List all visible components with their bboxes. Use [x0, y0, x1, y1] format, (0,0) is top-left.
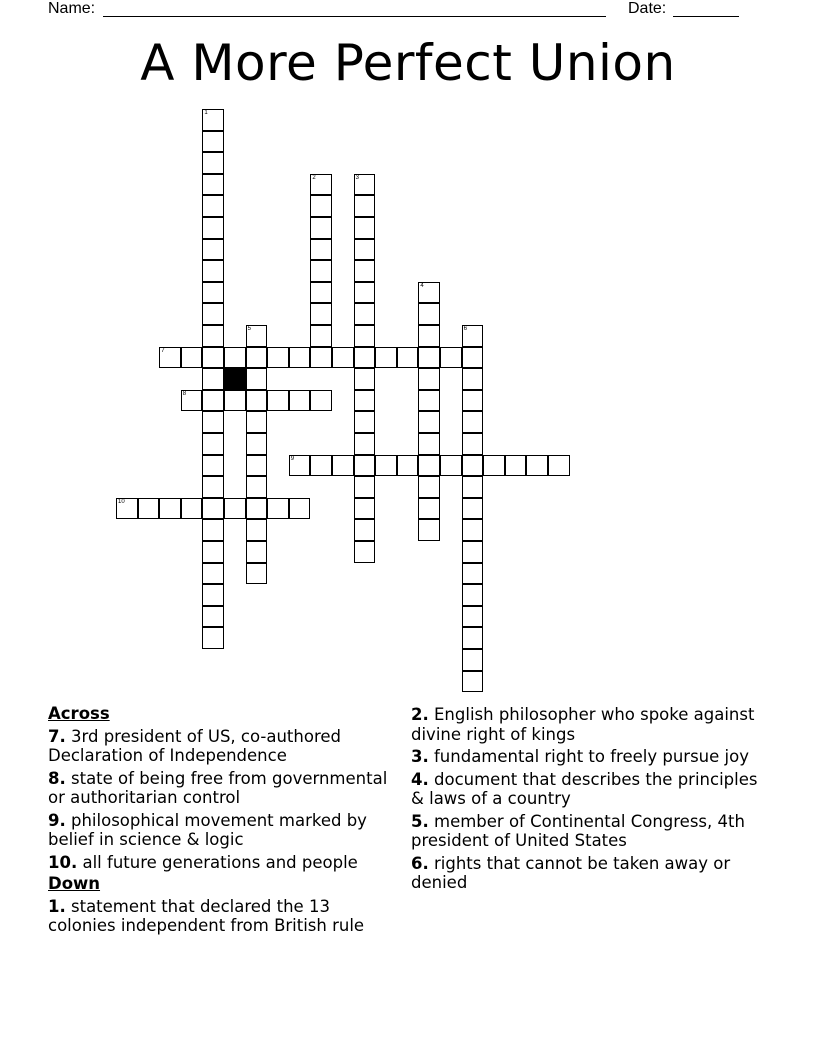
grid-cell[interactable] — [246, 519, 268, 541]
clue-down-1 — [48, 897, 398, 936]
grid-cell[interactable] — [483, 455, 505, 477]
grid-cell[interactable] — [354, 368, 376, 390]
grid-cell[interactable] — [418, 282, 440, 304]
grid-cell[interactable] — [462, 390, 484, 412]
grid-cell[interactable] — [202, 109, 224, 131]
grid-cell[interactable] — [202, 563, 224, 585]
grid-cell[interactable] — [202, 152, 224, 174]
grid-cell[interactable] — [375, 347, 397, 369]
grid-cell[interactable] — [354, 433, 376, 455]
grid-cell[interactable] — [548, 455, 570, 477]
grid-cell[interactable] — [202, 390, 224, 412]
grid-cell[interactable] — [397, 347, 419, 369]
grid-cell[interactable] — [526, 455, 548, 477]
grid-cell[interactable] — [224, 347, 246, 369]
grid-cell[interactable] — [462, 498, 484, 520]
clue-text: all future generations and people — [82, 852, 358, 872]
grid-cell[interactable] — [246, 325, 268, 347]
grid-cell[interactable] — [267, 390, 289, 412]
grid-cell[interactable] — [354, 541, 376, 563]
clue-number: 9. — [48, 810, 66, 830]
grid-cell[interactable] — [246, 433, 268, 455]
grid-cell[interactable] — [418, 303, 440, 325]
grid-cell[interactable] — [418, 476, 440, 498]
grid-cell[interactable] — [462, 455, 484, 477]
grid-cell[interactable] — [202, 455, 224, 477]
grid-cell[interactable] — [397, 455, 419, 477]
grid-cell[interactable] — [267, 347, 289, 369]
grid-cell[interactable] — [246, 347, 268, 369]
grid-cell[interactable] — [462, 584, 484, 606]
grid-cell[interactable] — [202, 174, 224, 196]
grid-cell[interactable] — [310, 239, 332, 261]
grid-cell[interactable] — [440, 347, 462, 369]
grid-cell[interactable] — [418, 368, 440, 390]
grid-cell[interactable] — [224, 498, 246, 520]
grid-cell[interactable] — [354, 195, 376, 217]
grid-cell[interactable] — [202, 195, 224, 217]
grid-cell[interactable] — [159, 498, 181, 520]
clues-left-column — [48, 702, 398, 936]
grid-cell[interactable] — [354, 347, 376, 369]
grid-cell[interactable] — [310, 217, 332, 239]
grid-cell[interactable] — [310, 260, 332, 282]
clue-down-2 — [411, 705, 761, 744]
clue-number: 1. — [48, 896, 66, 916]
grid-cell[interactable] — [354, 519, 376, 541]
clue-text: philosophical movement marked by belief in science & logic — [48, 810, 367, 849]
grid-cell[interactable] — [354, 217, 376, 239]
clue-number: 2. — [411, 705, 429, 724]
grid-cell[interactable] — [202, 606, 224, 628]
clue-down-5 — [411, 812, 761, 851]
clue-number-label: 8 — [182, 390, 187, 397]
grid-cell[interactable] — [116, 498, 138, 520]
grid-cell[interactable] — [462, 433, 484, 455]
grid-cell[interactable] — [462, 627, 484, 649]
grid-cell[interactable] — [310, 455, 332, 477]
grid-cell[interactable] — [354, 325, 376, 347]
grid-cell[interactable] — [246, 390, 268, 412]
grid-cell[interactable] — [202, 368, 224, 390]
grid-cell[interactable] — [246, 476, 268, 498]
grid-cell[interactable] — [418, 390, 440, 412]
grid-cell[interactable] — [375, 455, 397, 477]
grid-cell[interactable] — [440, 455, 462, 477]
grid-cell[interactable] — [354, 498, 376, 520]
clue-down-4 — [411, 770, 761, 809]
grid-cell[interactable] — [354, 411, 376, 433]
clue-number-label: 10 — [118, 498, 125, 505]
down-heading: Down — [48, 874, 101, 893]
grid-cell[interactable] — [246, 411, 268, 433]
clue-number: 4. — [411, 769, 429, 789]
clue-number-label: 5 — [247, 326, 251, 332]
grid-cell[interactable] — [289, 498, 311, 520]
grid-cell[interactable] — [267, 498, 289, 520]
grid-cell[interactable] — [462, 541, 484, 563]
grid-cell[interactable] — [202, 541, 224, 563]
clue-number-label: 3 — [355, 174, 359, 181]
clue-text: member of Continental Congress, 4th president of United States — [411, 811, 745, 850]
grid-cell[interactable] — [332, 455, 354, 477]
grid-cell[interactable] — [462, 325, 484, 347]
grid-cell[interactable] — [181, 498, 203, 520]
grid-cell[interactable] — [462, 347, 484, 369]
grid-cell[interactable] — [202, 239, 224, 261]
grid-cell[interactable] — [354, 282, 376, 304]
grid-cell[interactable] — [246, 498, 268, 520]
clue-number: 10. — [48, 852, 78, 872]
clue-text: fundamental right to freely pursue joy — [434, 747, 749, 766]
grid-cell[interactable] — [202, 131, 224, 153]
grid-cell[interactable] — [310, 390, 332, 412]
grid-cell[interactable] — [289, 347, 311, 369]
grid-cell[interactable] — [310, 282, 332, 304]
clues-right-column — [411, 702, 761, 893]
clue-number-label: 1 — [204, 110, 208, 116]
clue-number-label: 4 — [420, 282, 424, 289]
grid-cell[interactable] — [310, 195, 332, 217]
clue-across-10 — [48, 853, 398, 873]
clue-text: 3rd president of US, co-authored Declaration of Independence — [48, 726, 341, 765]
grid-cell[interactable] — [418, 347, 440, 369]
grid-cell[interactable] — [354, 390, 376, 412]
grid-cell[interactable] — [462, 671, 484, 693]
grid-cell[interactable] — [181, 347, 203, 369]
grid-cell[interactable] — [418, 455, 440, 477]
grid-cell[interactable] — [202, 217, 224, 239]
grid-cell[interactable] — [181, 390, 203, 412]
grid-cell[interactable] — [310, 347, 332, 369]
clue-text: document that describes the principles & laws of a country — [411, 769, 758, 808]
grid-cell[interactable] — [310, 325, 332, 347]
grid-cell[interactable] — [310, 303, 332, 325]
grid-cell[interactable] — [202, 584, 224, 606]
grid-cell[interactable] — [354, 455, 376, 477]
across-heading: Across — [48, 704, 110, 723]
grid-cell[interactable] — [418, 433, 440, 455]
grid-cell[interactable] — [462, 563, 484, 585]
grid-cell[interactable] — [202, 627, 224, 649]
clue-across-7 — [48, 727, 398, 766]
clue-number: 8. — [48, 768, 66, 788]
grid-cell[interactable] — [202, 282, 224, 304]
clue-down-3 — [411, 747, 761, 767]
grid-cell[interactable] — [246, 563, 268, 585]
clue-number-label: 2 — [312, 174, 316, 181]
clue-text: state of being free from governmental or authoritarian control — [48, 768, 388, 807]
grid-cell[interactable] — [462, 411, 484, 433]
grid-cell[interactable] — [354, 260, 376, 282]
clue-number: 5. — [411, 811, 429, 831]
grid-cell[interactable] — [332, 347, 354, 369]
grid-cell[interactable] — [202, 260, 224, 282]
grid-cell[interactable] — [202, 433, 224, 455]
grid-cell[interactable] — [354, 476, 376, 498]
grid-cell[interactable] — [354, 174, 376, 196]
grid-cell[interactable] — [202, 476, 224, 498]
clue-text: statement that declared the 13 colonies independent from British rule — [48, 896, 365, 935]
clue-number: 6. — [411, 853, 429, 873]
grid-cell[interactable] — [462, 606, 484, 628]
black-square — [224, 368, 246, 390]
grid-cell[interactable] — [418, 519, 440, 541]
grid-cell[interactable] — [418, 498, 440, 520]
grid-cell[interactable] — [202, 303, 224, 325]
grid-cell[interactable] — [289, 390, 311, 412]
grid-cell[interactable] — [505, 455, 527, 477]
grid-cell[interactable] — [202, 347, 224, 369]
page-title: A More Perfect Union — [140, 34, 676, 92]
clue-text: rights that cannot be taken away or denied — [411, 853, 731, 892]
grid-cell[interactable] — [354, 303, 376, 325]
clue-number-label: 7 — [161, 347, 165, 354]
clue-number-label: 6 — [463, 326, 467, 332]
date-label: Date: — [628, 0, 667, 17]
grid-cell[interactable] — [462, 649, 484, 671]
grid-cell[interactable] — [462, 368, 484, 390]
grid-cell[interactable] — [246, 368, 268, 390]
grid-cell[interactable] — [418, 411, 440, 433]
grid-cell[interactable] — [462, 519, 484, 541]
grid-cell[interactable] — [354, 239, 376, 261]
clue-down-6 — [411, 854, 761, 893]
grid-cell[interactable] — [418, 325, 440, 347]
grid-cell[interactable] — [159, 347, 181, 369]
clue-across-8 — [48, 769, 398, 808]
clue-across-9 — [48, 811, 398, 850]
grid-cell[interactable] — [246, 541, 268, 563]
grid-cell[interactable] — [462, 476, 484, 498]
grid-cell[interactable] — [224, 390, 246, 412]
grid-cell[interactable] — [202, 519, 224, 541]
grid-cell[interactable] — [246, 455, 268, 477]
grid-cell[interactable] — [202, 325, 224, 347]
clue-number: 7. — [48, 726, 66, 746]
grid-cell[interactable] — [310, 174, 332, 196]
clue-text: English philosopher who spoke against divine right of kings — [411, 705, 755, 744]
name-label: Name: — [48, 0, 96, 17]
grid-cell[interactable] — [289, 455, 311, 477]
clue-number-label: 9 — [290, 455, 295, 462]
clue-number: 3. — [411, 747, 429, 766]
grid-cell[interactable] — [138, 498, 160, 520]
grid-cell[interactable] — [202, 411, 224, 433]
grid-cell[interactable] — [202, 498, 224, 520]
